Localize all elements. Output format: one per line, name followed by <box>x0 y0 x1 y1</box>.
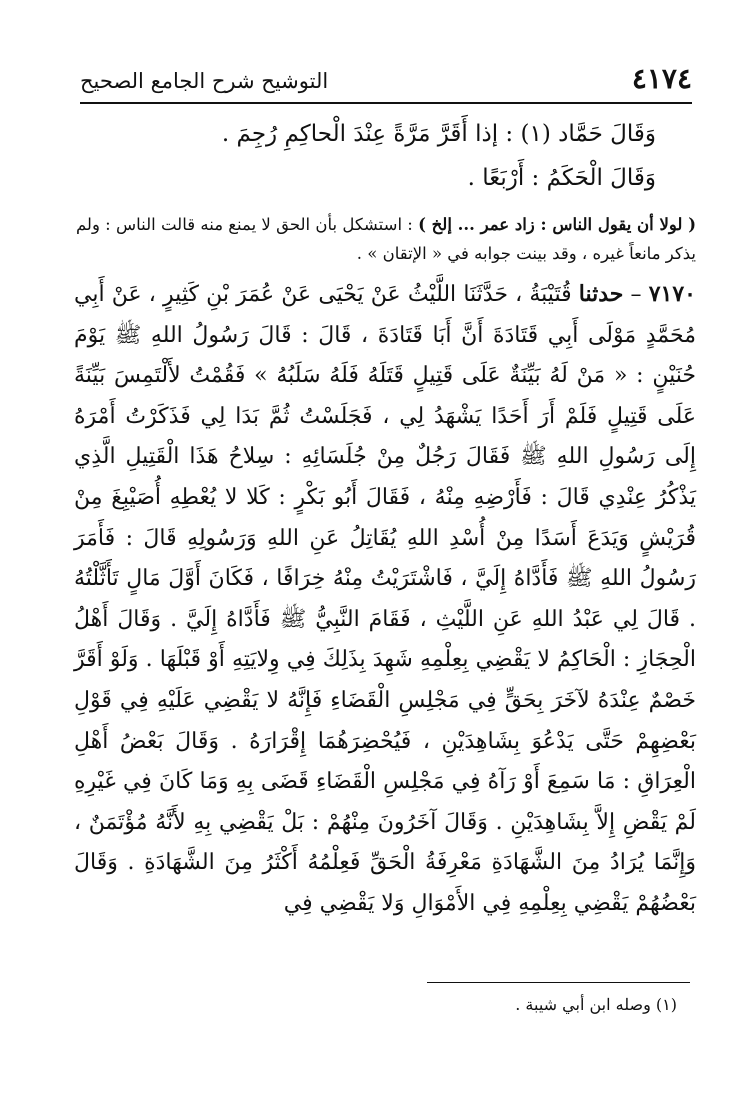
page-content <box>74 112 696 925</box>
hadith-dash: – <box>623 282 649 307</box>
running-title: التوشيح شرح الجامع الصحيح <box>80 69 329 93</box>
hadith-narration-word: حدثنا <box>578 281 624 307</box>
commentary-paragraph <box>74 210 696 268</box>
commentary-lemma: ( لولا أن يقول الناس : زاد عمر ... إلخ ) <box>418 215 696 234</box>
quote-hammad: وَقَالَ حَمَّاد (١) : إذا أَقَرَّ مَرَّةً عِنْدَ الْحاكِمِ رُجِمَ . <box>221 121 656 147</box>
quote-hakam: وَقَالَ الْحَكَمُ : أَرْبَعًا . <box>467 165 656 191</box>
hadith-number: ٧١٧٠ <box>648 281 696 307</box>
page-header <box>80 58 692 104</box>
hadith-text: قُتَيْبَةُ ، حَدَّثَنَا اللَّيْثُ عَنْ يَحْيَى عَنْ عُمَرَ بْنِ كَثِيرٍ ، عَنْ أَبِي مُحَمَّدٍ مَوْلَى أَبِي قَتَادَةَ أَنَّ أَبَا قَتَادَةَ ، قَالَ : قَالَ رَسُولُ اللهِ ﷺ يَوْمَ حُنَيْنٍ : « مَنْ لَهُ بَيِّنَةٌ عَلَى قَتِيلٍ قَتَلَهُ فَلَهُ سَلَبُهُ » فَقُمْتُ لأَلْتَمِسَ بَيِّنَةً عَلَى قَتِيلٍ فَلَمْ أَرَ أَحَدًا يَشْهَدُ لِي ، فَجَلَسْتُ ثُمَّ بَدَا لِي فَذَكَرْتُ أَمْرَهُ إِلَى رَسُولِ اللهِ ﷺ فَقَالَ رَجُلٌ مِنْ جُلَسَائِهِ : سِلاحُ هَذَا الْقَتِيلِ الَّذِي يَذْكُرُ عِنْدِي قَالَ : فَأَرْضِهِ مِنْهُ ، فَقَالَ أَبُو بَكْرٍ : كَلا لا يُعْطِهِ أُصَيْبِغَ مِنْ قُرَيْشٍ وَيَدَعَ أَسَدًا مِنْ أُسْدِ اللهِ يُقَاتِلُ عَنِ اللهِ وَرَسُولِهِ قَالَ : فَأَمَرَ رَسُولُ اللهِ ﷺ فَأَدَّاهُ إِلَيَّ ، فَاشْتَرَيْتُ مِنْهُ خِرَافًا ، فَكَانَ أَوَّلَ مَالٍ تَأَثَّلْتُهُ . قَالَ لِي عَبْدُ اللهِ عَنِ اللَّيْثِ ، فَقَامَ النَّبِيُّ ﷺ فَأَدَّاهُ إِلَيَّ . وَقَالَ أَهْلُ الْحِجَازِ : الْحَاكِمُ لا يَقْضِي بِعِلْمِهِ شَهِدَ بِذَلِكَ فِي وِلايَتِهِ أَوْ قَبْلَهَا . وَلَوْ أَقَرَّ خَصْمٌ عِنْدَهُ لآخَرَ بِحَقٍّ فِي مَجْلِسِ الْقَضَاءِ فَإِنَّهُ لا يَقْضِي عَلَيْهِ فِي قَوْلِ بَعْضِهِمْ حَتَّى يَدْعُوَ بِشَاهِدَيْنِ ، فَيُحْضِرَهُمَا إِقْرَارَهُ . وَقَالَ بَعْضُ أَهْلِ الْعِرَاقِ : مَا سَمِعَ أَوْ رَآهُ فِي مَجْلِسِ الْقَضَاءِ قَضَى بِهِ وَمَا كَانَ فِي غَيْرِهِ لَمْ يَقْضِ إِلاَّ بِشَاهِدَيْنِ . وَقَالَ آخَرُونَ مِنْهُمْ : بَلْ يَقْضِي بِهِ لأَنَّهُ مُؤْتَمَنٌ ، وَإِنَّمَا يُرَادُ مِنَ الشَّهَادَةِ مَعْرِفَةُ الْحَقِّ فَعِلْمُهُ أَكْثَرُ مِنَ الشَّهَادَةِ . وَقَالَ بَعْضُهُمْ يَقْضِي بِعِلْمِهِ فِي الأَمْوَالِ وَلا يَقْضِي فِي <box>74 282 697 916</box>
hadith-paragraph <box>74 274 696 925</box>
page-number: ٤١٧٤ <box>631 62 692 95</box>
commentary-body: : استشكل بأن الحق لا يمنع منه قالت الناس : ولم يذكر مانعاً غيره ، وقد بينت جوابه في « الإتقان » . <box>75 215 696 263</box>
footnote: (١) وصله ابن أبي شيبة . <box>515 995 677 1014</box>
footnote-divider <box>427 982 690 983</box>
